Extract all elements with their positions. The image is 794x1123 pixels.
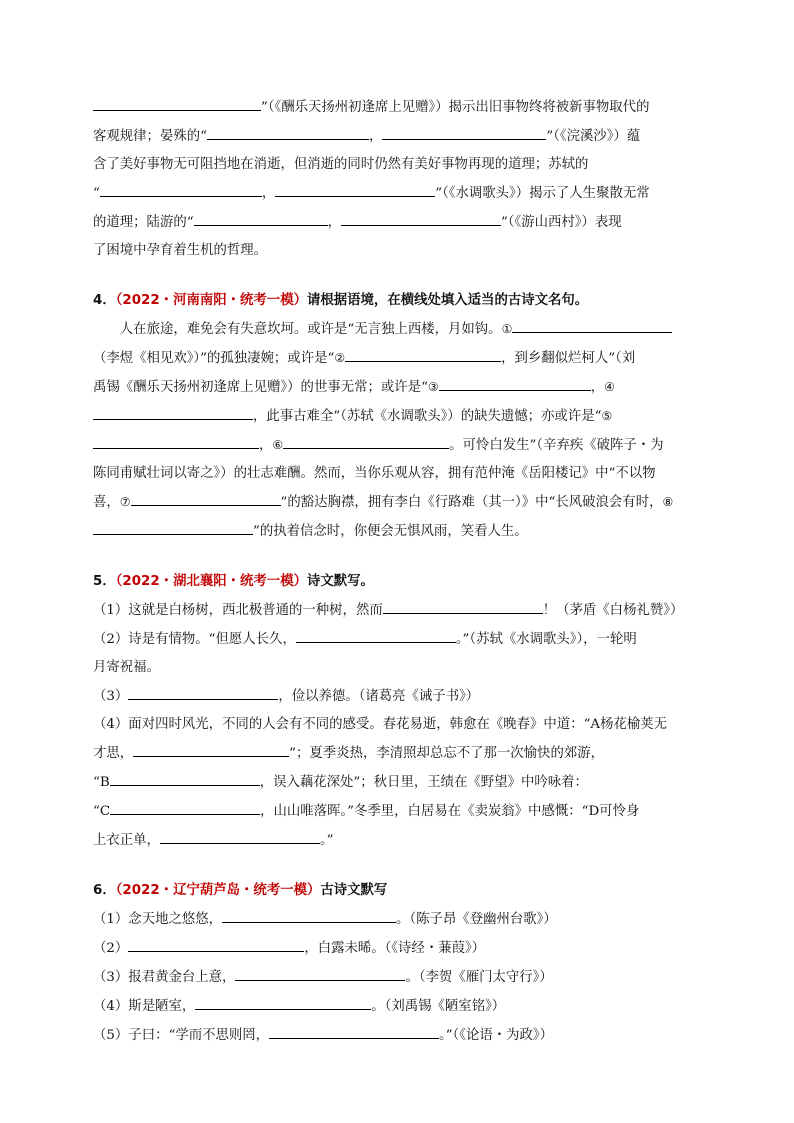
- text: 喜，: [93, 495, 120, 510]
- text: 。”: [319, 833, 334, 848]
- blank-marker: ①: [501, 322, 513, 336]
- text: “B: [93, 775, 110, 790]
- text: ，山山唯落晖。”冬季里，白居易在《卖炭翁》中感慨：“D可怜身: [260, 804, 640, 819]
- document-page: [93, 93, 705, 1050]
- answer-blank[interactable]: [194, 208, 328, 226]
- question-source: （2022・辽宁葫芦岛・统考一模）: [115, 883, 321, 898]
- text: 上衣正单，: [93, 833, 160, 848]
- text: “: [93, 186, 100, 201]
- answer-blank[interactable]: [207, 122, 369, 140]
- question-source: （2022・湖北襄阳・统考一模）: [115, 574, 307, 589]
- blank-marker: ②: [334, 351, 346, 365]
- text: 。（刘禹锡《陋室铭》）: [371, 999, 506, 1014]
- text: 含了美好事物无可阻挡地在消逝，但消逝的同时仍然有美好事物再现的道理；苏轼的: [93, 157, 589, 172]
- text: ，: [327, 215, 341, 230]
- text: ，到乡翻似烂柯人”（刘: [501, 351, 636, 366]
- question-prompt: 请根据语境，在横线处填入适当的古诗文名句。: [306, 293, 589, 308]
- text: 禹锡《酬乐天扬州初逢席上见赠》）的世事无常；或许是“: [93, 380, 428, 395]
- text: ”（《浣溪沙》）蕴: [546, 129, 641, 144]
- text: ，俭以养德。（诸葛亮《诫子书》）: [278, 689, 480, 704]
- answer-blank[interactable]: [195, 992, 371, 1010]
- question-4: [93, 287, 705, 546]
- text: （1）这就是白杨树，西北极普通的一种树，然而: [93, 603, 383, 618]
- text: ”；夏季炎热，李清照却总忘不了那一次愉快的郊游，: [289, 746, 605, 761]
- text: ，: [368, 129, 383, 144]
- text: 。可怜白发生”（辛弃疾《破阵子・为: [449, 438, 664, 453]
- carryover-paragraph: [93, 93, 705, 265]
- text: 客观规律；晏殊的“: [93, 129, 207, 144]
- text: 。”（苏轼《水调歌头》），一轮明: [455, 632, 637, 647]
- text: （3）报君黄金台上意，: [93, 970, 236, 985]
- text: ，: [590, 380, 605, 395]
- text: （5）子曰：“学而不思则罔，: [93, 1028, 270, 1043]
- text: （2）诗是有情物。“但愿人长久，: [93, 632, 296, 647]
- answer-blank[interactable]: [133, 739, 289, 757]
- text: ，误入藕花深处”；秋日里，王绩在《野望》中吟咏着：: [259, 775, 588, 790]
- text: 的道理；陆游的“: [93, 215, 194, 230]
- text: 陈同甫赋壮词以寄之》）的壮志难酬。然而，当你乐观从容，拥有范仲淹《岳阳楼记》中“不以物: [93, 466, 656, 481]
- question-number: 6．: [93, 883, 116, 898]
- text: （2）: [93, 941, 129, 956]
- answer-blank[interactable]: [439, 373, 591, 391]
- question-number: 4．: [93, 293, 116, 308]
- answer-blank[interactable]: [93, 431, 259, 449]
- blank-marker: ⑤: [601, 409, 613, 423]
- text: 了困境中孕育着生机的哲理。: [93, 243, 268, 258]
- text: ”的豁达胸襟，拥有李白《行路难（其一）》中“长风破浪会有时，: [280, 495, 663, 510]
- blank-marker: ③: [427, 380, 439, 394]
- text: ，: [261, 186, 276, 201]
- text: ！（茅盾《白杨礼赞》）: [542, 603, 684, 618]
- text: 月寄祝福。: [93, 660, 160, 675]
- text: （1）念天地之悠悠，: [93, 912, 223, 927]
- answer-blank[interactable]: [235, 963, 405, 981]
- answer-blank[interactable]: [341, 208, 501, 226]
- question-prompt: 古诗文默写: [320, 883, 388, 898]
- answer-blank[interactable]: [110, 797, 260, 815]
- text: 人在旅途，难免会有失意坎坷。或许是“无言独上西楼，月如钩。: [119, 322, 502, 337]
- answer-blank[interactable]: [93, 517, 253, 535]
- question-prompt: 诗文默写。: [306, 574, 374, 589]
- answer-blank[interactable]: [222, 905, 396, 923]
- text: ，此事古难全”（苏轼《水调歌头》）的缺失遗憾；亦或许是“: [253, 409, 602, 424]
- answer-blank[interactable]: [382, 122, 546, 140]
- answer-blank[interactable]: [110, 768, 260, 786]
- answer-blank[interactable]: [100, 179, 262, 197]
- text: （4）斯是陋室，: [93, 999, 196, 1014]
- text: 。”（《论语・为政》）: [439, 1028, 554, 1043]
- text: ”（《水调歌头》）揭示了人生聚散无常: [435, 186, 650, 201]
- answer-blank[interactable]: [160, 826, 320, 844]
- text: （4）面对四时风光，不同的人会有不同的感受。春花易逝，韩愈在《晚春》中道：“A杨花榆荚无: [93, 717, 668, 732]
- answer-blank[interactable]: [296, 625, 456, 643]
- question-source: （2022・河南南阳・统考一模）: [115, 293, 307, 308]
- text: ，白露未晞。（《诗经・蒹葭》）: [304, 941, 486, 956]
- text: ，: [259, 438, 273, 453]
- text: 。（李贺《雁门太守行》）: [405, 970, 553, 985]
- answer-blank[interactable]: [131, 488, 281, 506]
- blank-marker: ④: [604, 380, 615, 394]
- question-6: [93, 877, 705, 1050]
- blank-marker: ⑥: [272, 438, 284, 452]
- text: 。（陈子昂《登幽州台歌》）: [396, 912, 557, 927]
- answer-blank[interactable]: [275, 179, 435, 197]
- text: 才思，: [93, 746, 134, 761]
- text: ”（《游山西村》）表现: [500, 215, 622, 230]
- answer-blank[interactable]: [269, 1021, 439, 1039]
- answer-blank[interactable]: [128, 934, 304, 952]
- answer-blank[interactable]: [345, 344, 501, 362]
- text: ”（《酬乐天扬州初逢席上见赠》）揭示出旧事物终将被新事物取代的: [261, 100, 650, 115]
- answer-blank[interactable]: [283, 431, 449, 449]
- answer-blank[interactable]: [128, 682, 278, 700]
- question-number: 5．: [93, 574, 116, 589]
- text: “C: [93, 804, 111, 819]
- blank-marker: ⑦: [119, 495, 131, 509]
- text: （3）: [93, 689, 129, 704]
- blank-marker: ⑧: [662, 495, 674, 509]
- text: （李煜《相见欢》）”的孤独凄婉；或许是“: [93, 351, 335, 366]
- text: ”的执着信念时，你便会无惧风雨，笑看人生。: [253, 524, 528, 539]
- answer-blank[interactable]: [512, 315, 672, 333]
- question-5: [93, 568, 705, 855]
- answer-blank[interactable]: [383, 596, 543, 614]
- answer-blank[interactable]: [93, 93, 261, 111]
- answer-blank[interactable]: [93, 402, 253, 420]
